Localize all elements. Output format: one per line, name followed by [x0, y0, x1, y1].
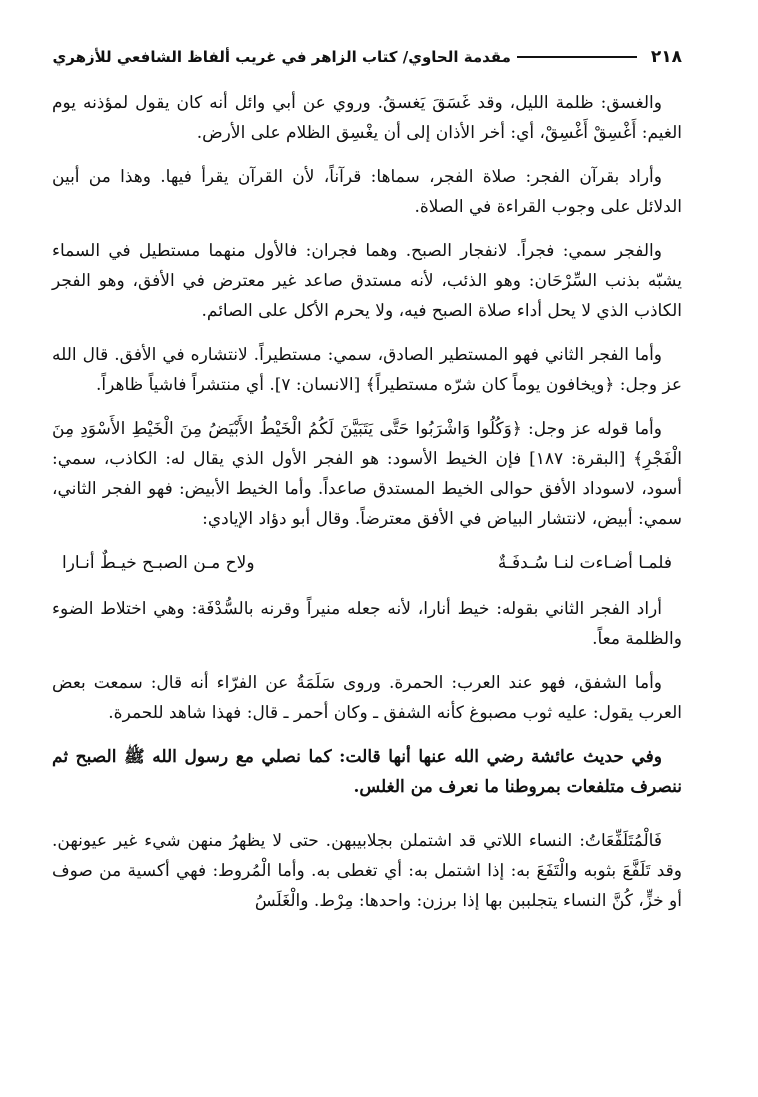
header-rule — [517, 56, 637, 58]
verse-first-hemistich: فلمـا أضـاءت لنـا سُـدفَـةٌ — [497, 553, 672, 573]
poetry-verse — [52, 548, 682, 578]
spacer — [52, 816, 682, 826]
paragraph-white-thread: وأما قوله عز وجل: ﴿وَكُلُوا وَاشْرَبُوا حَتَّى يَتَبَيَّنَ لَكُمُ الْخَيْطُ الأَبْيَضُ مِنَ الْخَيْطِ الأَسْوَدِ مِنَ الْفَجْرِ﴾ [البقرة: ١٨٧] فإن الخيط الأسود: هو الفجر الأول الذي يقال له: الكاذب، سمي: أسود، لاسوداد الأفق حوالى الخيط المستدق صاعداً. وأما الخيط الأبيض: فهو الفجر الثاني، سمي: أبيض، لانتشار البياض في الأفق معترضاً. وقال أبو دؤاد الإيادي: — [52, 419, 683, 529]
verse-second-hemistich: ولاح مـن الصبـح خيـطٌ أنـارا — [62, 553, 255, 573]
page-number: ٢١٨ — [650, 47, 682, 67]
paragraph-shafaq: وأما الشفق، فهو عند العرب: الحمرة. وروى سَلَمَةُ عن الفرّاء أنه قال: سمعت بعض العرب يقول: عليه ثوب مصبوغ كأنه الشفق ـ وكان أحمر ـ قال: فهذا شاهد للحمرة. — [52, 673, 682, 723]
paragraph-ghasaq: والغسق: ظلمة الليل، وقد غَسَقَ يَغسقُ. وروي عن أبي وائل أنه كان يقول لمؤذنه يوم الغيم: أَغْسِقْ أَغْسِقْ، أي: أخر الأذان إلى أن يغْسِق الظلام على الأرض. — [52, 93, 682, 143]
paragraph-mutalaffiat: فَالْمُتَلَفِّعَاتُ: النساء اللاتي قد اشتملن بجلابيبهن. حتى لا يظهرُ منهن شيء غير عيونهن. وقد تَلَفَّعَ بثوبه والْتَفَعَ به: إذا اشتمل به: أي تغطى به. وأما الْمُروط: فهي أكسية من صوف أو خزٍّ، كُنَّ النساء يتجلببن بها إذا برزن: واحدها: مِرْط. والْغَلَسُ — [52, 831, 682, 911]
paragraph-true-dawn: وأما الفجر الثاني فهو المستطير الصادق، سمي: مستطيراً. لانتشاره في الأفق. قال الله عز وجل: ﴿ويخافون يوماً كان شرّه مستطيراً﴾ [الانسان: ٧]. أي منتشراً فاشياً ظاهراً. — [52, 345, 682, 395]
paragraph-false-dawn: والفجر سمي: فجراً. لانفجار الصبح. وهما فجران: فالأول منهما مستطيل في السماء يشبّه بذنب السِّرْحَان: وهو الذئب، لأنه مستدق صاعد غير معترض في الأفق، وهو الفجر الكاذب الذي لا يحل أداء صلاة الصبح فيه، ولا يحرم الأكل على الصائم. — [52, 241, 682, 321]
page-body — [52, 88, 682, 916]
page-header — [52, 40, 682, 74]
hadith-aisha: وفي حديث عائشة رضي الله عنها أنها قالت: كما نصلي مع رسول الله ﷺ الصبح ثم ننصرف متلفعات بمروطنا ما نعرف من الغلس. — [52, 747, 682, 797]
paragraph-quran-al-fajr: وأراد بقرآن الفجر: صلاة الفجر، سماها: قرآناً، لأن القرآن يقرأ فيها. وهذا من أبين الدلائل على وجوب القراءة في الصلاة. — [52, 167, 682, 217]
paragraph-verse-explanation: أراد الفجر الثاني بقوله: خيط أنارا، لأنه جعله منيراً وقرنه بالسُّدْفَة: وهي اختلاط الضوء والظلمة معاً. — [52, 599, 682, 649]
running-title: مقدمة الحاوي/ كتاب الزاهر في غريب ألفاظ الشافعي للأزهري — [52, 48, 511, 66]
book-page — [52, 40, 682, 930]
